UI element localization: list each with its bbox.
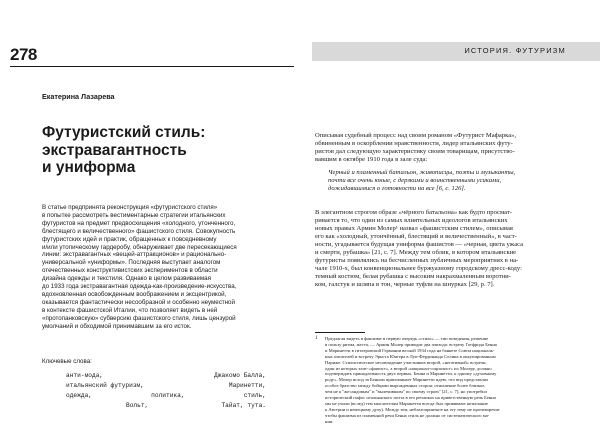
body-line: новых правых Армин Молер¹ назвал «фашистским стилем», описывая	[315, 225, 513, 233]
block-quote	[328, 169, 568, 193]
abstract-line: дизайна одежды и текстиля. Однако в целом развиваемая	[42, 275, 211, 283]
keyword: стиль,	[243, 392, 266, 399]
section-title: ИСТОРИЯ. ФУТУРИЗМ	[464, 46, 566, 55]
footnote-line: один из которых элит-«фашист», а второй «национал-социалист» по Молеру, должно	[325, 365, 492, 371]
title-line: Футуристский стиль:	[42, 124, 206, 141]
body-line: футуристы появлялись на бесчисленных публичных мероприятиях в на-	[315, 257, 519, 265]
body-line: ривается то, что один из самых влиятельных идеологов итальянских	[315, 217, 508, 225]
author-name: Екатерина Лазарева	[42, 92, 115, 101]
abstract-line: отечественных конструктивистских экспериментов в области	[42, 267, 218, 275]
keywords-line	[66, 401, 266, 411]
footnote-line: мы не учили (вслед) тем мыслителям Маринетти всегда был прививают нежелание	[325, 400, 488, 406]
quote-line: Черный и пламенный батальон, живописцы, поэты и музыканты,	[328, 169, 516, 176]
abstract-line: футуристов на предмет предвосхищения «холодного, утонченного,	[42, 219, 236, 227]
keyword: одежда,	[66, 392, 92, 399]
quote-line: дожидавшимися о готовности на все [6, с. 126].	[328, 185, 466, 193]
keyword: Джакомо Балла,	[214, 372, 266, 379]
footnote-line: Париже. Стилистическое несовпадение участников второй, «негативной» встречи,	[325, 359, 487, 365]
body-line: чале 1910-х, был конвенциональнее буржуазному городскому дресс-коду:	[315, 265, 522, 273]
footnote-line: роду». Молер исход за Бенном припоминает Маринетти идею, что вид представлял	[325, 377, 489, 383]
abstract	[42, 204, 287, 331]
body-paragraph-2	[315, 209, 570, 289]
quote-line: почти все очень юные, с дерзкими и воинственными усиками,	[328, 177, 502, 185]
abstract-line: до 1933 года экстравагантная одежда-как-произведение-искусства,	[42, 283, 237, 291]
footnote-number: 1	[315, 336, 318, 341]
keyword: Вольт,	[126, 402, 149, 409]
footnote-line: Предлагая видеть в фашизме в первую очередь «стиль» — тип поведения, решение	[325, 336, 489, 341]
footnote-line: чтобы фашизма из пламенной речи Бенна стиль не должно от систематического ма-	[325, 412, 490, 418]
body-line: и смерти, рубашка» [21, с. 7]. Между тем облик, в котором итальянские	[315, 249, 517, 257]
footnote-line: в пользу ритма, жеста, — Армин Молер приводит два эпизода: встречу Готфрида Бенна	[325, 341, 497, 347]
body-paragraph-1	[315, 132, 570, 164]
body-line: ристов дал следующую характеристику своим товарищам, присутство-	[315, 148, 515, 156]
abstract-line: оказывается фантастически несообразной и особенно неуместной	[42, 298, 235, 306]
keywords-label: Ключевые слова:	[42, 358, 92, 365]
page-number: 278	[10, 45, 37, 64]
abstract-line: вдохновленная освобожденным воображением и эксцентрикой,	[42, 290, 227, 298]
abstract-line: в попытке рассмотреть вестиментарные стратегии итальянских	[42, 211, 226, 219]
abstract-line: умолчаний и обходимой принимавшим за его исток.	[42, 322, 192, 330]
keywords-line	[66, 381, 266, 391]
body-line: ком, галстук и шляпа в тон, черные туфли на шнурках [29, p. 7].	[315, 281, 495, 289]
abstract-line: и/или утопическому гардеробу, обнаруживает две пересекающиеся	[42, 243, 237, 251]
body-line: его как «холодный, утончённый, блестящий и величественный», в част-	[315, 233, 517, 241]
abstract-line: футуристских идей и практик, обращенных к повседневному	[42, 235, 217, 243]
footnote-line: чем не к "жесандовым" и "вылечившим" по своему строю" [21, с. 7], но употребил	[325, 389, 488, 395]
keyword: Маринетти,	[228, 382, 266, 389]
keywords-line	[66, 371, 266, 381]
keywords-list	[66, 371, 266, 411]
footnote-line: к Австрии и немецкому духу). Между тем, неблагоприятное на эту тему не противоречит	[325, 406, 500, 412]
body-line: В элегантном строгом образе «чёрного батальона» как будто просмат-	[315, 209, 512, 216]
footnote-line: и Маринетти в гитлеровской Германии весной 1934 года на банкете Союза националь-	[325, 347, 495, 353]
footnote-rule	[315, 332, 365, 333]
footnote-line: подтверждать принадлежность двух первых, Бенна и Маринетти, к одному «духовному	[325, 371, 497, 377]
body-line: Описывая судебный процесс над своим романом «Футурист Мафарка»,	[315, 132, 517, 139]
keyword: итальянский футуризм,	[66, 382, 144, 389]
footnote-text	[325, 336, 577, 425]
abstract-line: линии: экстравагантных «вещей-аттракционов» и рационально-	[42, 251, 227, 259]
keyword: Тайат, тута.	[221, 402, 266, 409]
footnote-line: особое братство между бойцами вырожденных сторон: отношение более близкое,	[325, 383, 486, 389]
keywords-line	[66, 391, 266, 401]
article-title	[42, 124, 282, 177]
abstract-line: универсальной «униформы». Последняя выступает аналогом	[42, 259, 221, 267]
body-line: темный костюм, белая рубашка с высоким накрахмаленным воротни-	[315, 273, 511, 281]
title-line: экстравагантность	[42, 141, 187, 159]
footnote-line: нии.	[325, 418, 334, 424]
title-line: и униформа	[42, 159, 136, 176]
abstract-line: В статье предпринята реконструкция «футуристского стиля»	[42, 204, 218, 211]
abstract-line: «протопанковскую» субверсию фашистского стиля, лишь цензурой	[42, 314, 236, 322]
footnote-line: ных писателей и встречу Эрнста Юнгера в Луи-Фердинанда Селина в оккупированном	[325, 353, 496, 359]
body-line: обвиненным в оскорблении нравственности, лидер итальянских футу-	[315, 140, 513, 148]
body-line: ности, угадывается будущая униформа фашистов — «черная, цвета ужаса	[315, 241, 524, 249]
keyword: политика,	[151, 392, 185, 399]
keyword: анти-мода,	[66, 372, 104, 379]
abstract-line: в контексте фашистской Италии, что позволяет видеть в ней	[42, 306, 218, 314]
abstract-line: блестящего и величественного» фашистского стиля. Совокупность	[42, 227, 236, 235]
body-line: вавшим в октябре 1910 года в зале суда:	[315, 156, 428, 164]
header-rule	[10, 66, 294, 67]
footnote-line: исторический пафос итальянского поэта в его репликах на приветственную речь Бенна	[325, 395, 496, 401]
